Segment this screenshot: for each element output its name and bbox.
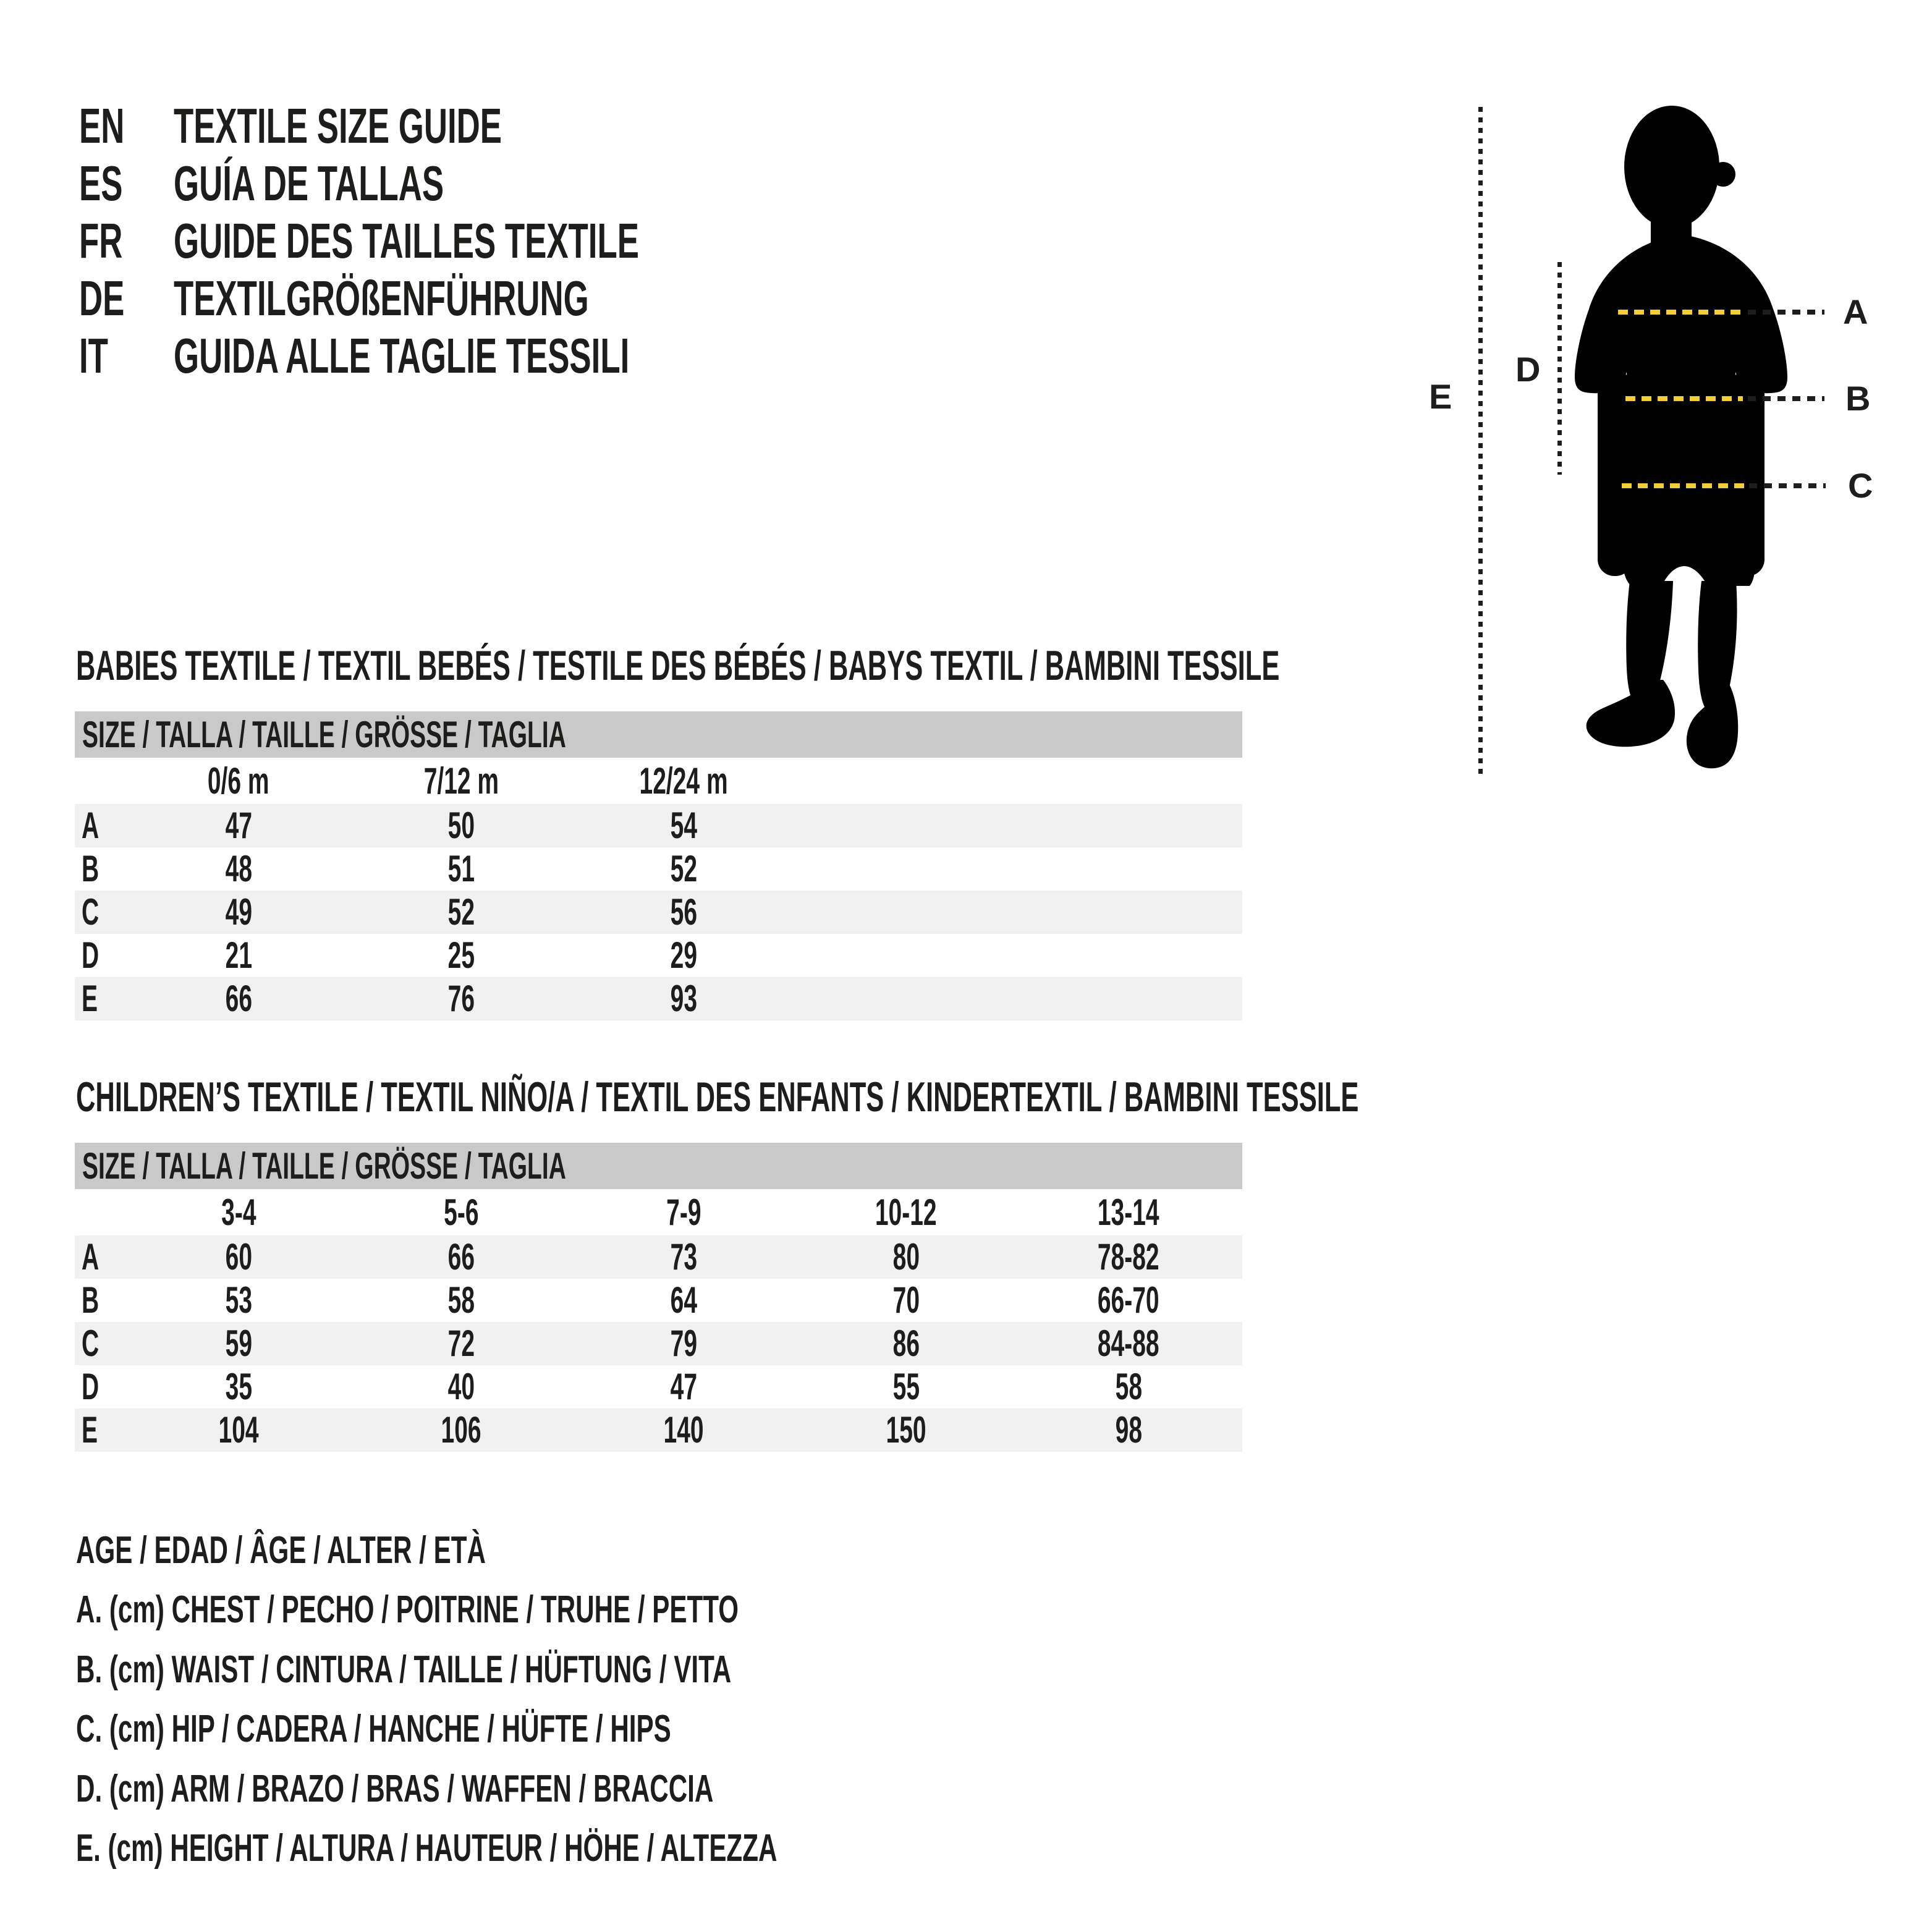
chest-measure-dash-black (1748, 310, 1824, 315)
legend-height: E. (cm) HEIGHT / ALTURA / HAUTEUR / HÖHE / ALTEZZA (76, 1827, 777, 1870)
table-cell: 104 (218, 1409, 259, 1451)
figure-label-hip-C: C (1848, 466, 1873, 505)
table-cell: 25 (447, 934, 475, 976)
title-fr: GUIDE DES TAILLES TEXTILE (174, 213, 639, 268)
children-row-A-label: A (82, 1236, 100, 1277)
legend-chest: A. (cm) CHEST / PECHO / POITRINE / TRUHE / PETTO (76, 1588, 739, 1631)
table-cell: 84-88 (1098, 1323, 1159, 1364)
lang-code-es: ES (79, 156, 123, 211)
table-cell: 58 (447, 1279, 475, 1321)
table-cell: 53 (225, 1279, 252, 1321)
waist-measure-dash-yellow (1625, 396, 1743, 401)
legend-hip: C. (cm) HIP / CADERA / HANCHE / HÜFTE / HIPS (76, 1708, 671, 1750)
hip-measure-dash-black (1749, 483, 1826, 488)
babies-table-header-bar: SIZE / TALLA / TAILLE / GRÖSSE / TAGLIA (75, 711, 1242, 758)
title-it: GUIDA ALLE TAGLIE TESSILI (174, 328, 630, 383)
legend-waist: B. (cm) WAIST / CINTURA / TAILLE / HÜFTUNG / VITA (76, 1648, 732, 1691)
title-line-it (0, 328, 865, 384)
title-de: TEXTILGRÖßENFÜHRUNG (174, 271, 589, 326)
title-es: GUÍA DE TALLAS (174, 156, 444, 211)
table-cell: 66-70 (1098, 1279, 1159, 1321)
children-row-B-label: B (82, 1279, 100, 1321)
table-cell: 59 (225, 1323, 252, 1364)
children-col-3-4: 3-4 (221, 1192, 256, 1233)
table-cell: 48 (225, 848, 252, 889)
lang-code-it: IT (79, 328, 108, 383)
table-cell: 21 (225, 934, 252, 976)
babies-row-B (75, 847, 1242, 891)
table-cell: 52 (447, 891, 475, 933)
children-row-C (75, 1322, 1242, 1365)
table-cell: 93 (670, 978, 697, 1019)
title-line-en (0, 98, 865, 155)
table-cell: 70 (892, 1279, 920, 1321)
table-cell: 140 (663, 1409, 704, 1451)
children-size-table (75, 1143, 1242, 1452)
babies-row-B-label: B (82, 848, 100, 889)
table-cell: 54 (670, 805, 697, 846)
babies-row-C-label: C (82, 891, 100, 933)
table-cell: 76 (447, 978, 475, 1019)
title-line-fr (0, 213, 865, 269)
babies-row-A (75, 804, 1242, 847)
figure-label-height-E: E (1429, 377, 1452, 416)
lang-code-de: DE (79, 271, 125, 326)
table-cell: 47 (225, 805, 252, 846)
arm-measure-line-D (1557, 262, 1562, 475)
table-cell: 86 (892, 1323, 920, 1364)
title-line-de (0, 270, 865, 327)
table-cell: 98 (1115, 1409, 1142, 1451)
table-cell: 56 (670, 891, 697, 933)
babies-row-E (75, 977, 1242, 1020)
title-line-es (0, 155, 865, 212)
children-row-D (75, 1365, 1242, 1409)
table-cell: 35 (225, 1366, 252, 1407)
table-cell: 49 (225, 891, 252, 933)
children-col-7-9: 7-9 (666, 1192, 701, 1233)
babies-section-heading: BABIES TEXTILE / TEXTIL BEBÉS / TESTILE DES BÉBÉS / BABYS TEXTIL / BAMBINI TESSILE (76, 642, 1280, 689)
figure-label-chest-A: A (1843, 292, 1868, 331)
children-col-10-12: 10-12 (875, 1192, 937, 1233)
babies-row-D (75, 934, 1242, 977)
table-cell: 79 (670, 1323, 697, 1364)
table-cell: 58 (1115, 1366, 1142, 1407)
table-cell: 64 (670, 1279, 697, 1321)
lang-code-en: EN (79, 98, 125, 153)
children-row-D-label: D (82, 1366, 100, 1407)
table-cell: 51 (447, 848, 475, 889)
table-cell: 55 (892, 1366, 920, 1407)
table-cell: 29 (670, 934, 697, 976)
table-cell: 60 (225, 1236, 252, 1277)
babies-row-A-label: A (82, 805, 100, 846)
table-cell: 50 (447, 805, 475, 846)
hip-measure-dash-yellow (1622, 483, 1745, 488)
children-row-B (75, 1279, 1242, 1322)
table-cell: 52 (670, 848, 697, 889)
title-en: TEXTILE SIZE GUIDE (174, 98, 502, 153)
table-cell: 72 (447, 1323, 475, 1364)
chest-measure-dash-yellow (1618, 310, 1743, 315)
lang-code-fr: FR (79, 213, 123, 268)
children-row-E-label: E (82, 1409, 98, 1451)
children-table-header-bar: SIZE / TALLA / TAILLE / GRÖSSE / TAGLIA (75, 1143, 1242, 1189)
children-col-5-6: 5-6 (443, 1192, 479, 1233)
babies-col-0-6m: 0/6 m (208, 760, 269, 802)
table-cell: 78-82 (1098, 1236, 1159, 1277)
babies-row-E-label: E (82, 978, 98, 1019)
legend-age: AGE / EDAD / ÂGE / ALTER / ETÀ (76, 1529, 486, 1572)
babies-column-header-row (75, 758, 1242, 804)
children-row-E (75, 1409, 1242, 1452)
table-cell: 150 (886, 1409, 926, 1451)
table-cell: 66 (225, 978, 252, 1019)
babies-col-7-12m: 7/12 m (423, 760, 499, 802)
children-column-header-row (75, 1189, 1242, 1235)
babies-row-D-label: D (82, 934, 100, 976)
table-cell: 40 (447, 1366, 475, 1407)
babies-size-table (75, 711, 1242, 1020)
children-col-13-14: 13-14 (1098, 1192, 1159, 1233)
legend-arm: D. (cm) ARM / BRAZO / BRAS / WAFFEN / BRACCIA (76, 1768, 714, 1810)
table-cell: 80 (892, 1236, 920, 1277)
figure-label-waist-B: B (1845, 379, 1871, 418)
children-row-A (75, 1235, 1242, 1279)
table-cell: 66 (447, 1236, 475, 1277)
waist-measure-dash-black (1748, 396, 1824, 401)
children-row-C-label: C (82, 1323, 100, 1364)
table-cell: 73 (670, 1236, 697, 1277)
babies-row-C (75, 891, 1242, 934)
table-cell: 47 (670, 1366, 697, 1407)
table-cell: 106 (441, 1409, 481, 1451)
children-section-heading: CHILDREN’S TEXTILE / TEXTIL NIÑO/A / TEXTIL DES ENFANTS / KINDERTEXTIL / BAMBINI TESSILE (76, 1074, 1359, 1121)
figure-label-arm-D: D (1515, 350, 1541, 389)
babies-col-12-24m: 12/24 m (639, 760, 728, 802)
